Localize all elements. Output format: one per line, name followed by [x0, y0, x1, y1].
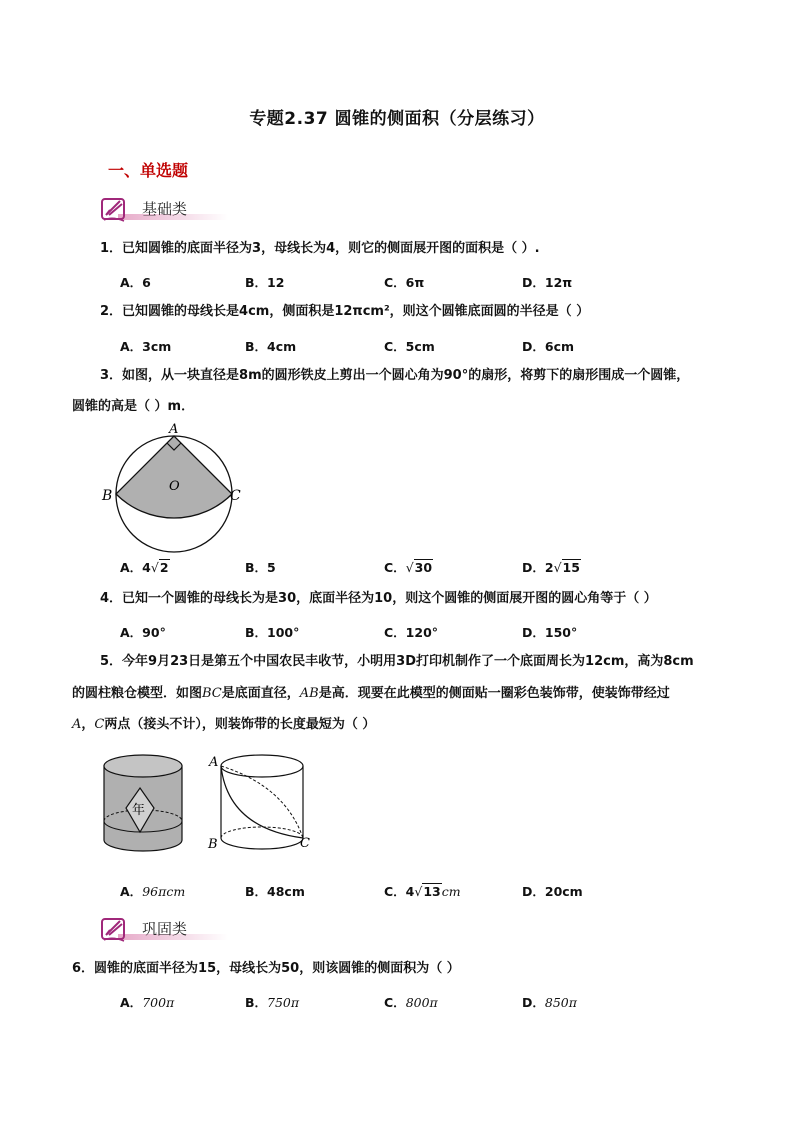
q4-option-b: B．100°: [245, 625, 300, 640]
q5-option-b: B．48cm: [245, 884, 305, 899]
section-heading: 一、单选题: [108, 161, 189, 180]
banner-title: 巩固类: [142, 920, 188, 938]
q3-option-d: D．2√15: [522, 560, 580, 575]
question-4: 4．已知一个圆锥的母线长为是30，底面半径为10，则这个圆锥的侧面展开图的圆心角等于（ ）: [100, 591, 657, 606]
banner-consolidate: [100, 916, 230, 942]
fig5-label-b: B: [208, 837, 218, 852]
q1-option-b: B．12: [245, 275, 285, 290]
cylinder2-bottom-front: [221, 838, 303, 849]
q1-option-d: D．12π: [522, 275, 573, 290]
question-3-line2: 圆锥的高是（ ）m．: [72, 399, 195, 414]
q3-option-a: A．4√2: [120, 560, 169, 575]
q6-option-c: C．800π: [384, 995, 438, 1010]
cylinder2-top: [221, 755, 303, 777]
q6-option-b: B．750π: [245, 995, 300, 1010]
q3-figure: [98, 418, 258, 554]
question-5-line2: 的圆柱粮仓模型．如图BC是底面直径，AB是高．现要在此模型的侧面贴一圈彩色装饰带，使装饰带经过: [72, 686, 670, 701]
q4-option-d: D．150°: [522, 625, 578, 640]
q4-option-c: C．120°: [384, 625, 439, 640]
q2-option-d: D．6cm: [522, 339, 575, 354]
q5-option-c: C．4√13cm: [384, 884, 461, 899]
banner-title: 基础类: [142, 200, 188, 218]
q3-option-b: B．5: [245, 560, 276, 575]
q5-option-d: D．20cm: [522, 884, 583, 899]
q5-figure: [100, 748, 320, 860]
fig5-label-a: A: [209, 755, 219, 770]
question-3-line1: 3．如图，从一块直径是8m的圆形铁皮上剪出一个圆心角为90°的扇形，将剪下的扇形围成一个圆锥，: [100, 368, 690, 383]
label-b: B: [102, 488, 113, 504]
q1-option-c: C．6π: [384, 275, 425, 290]
cylinder-top-shaded: [104, 755, 182, 777]
question-2: 2．已知圆锥的母线长是4cm，侧面积是12πcm²，则这个圆锥底面圆的半径是（ ）: [100, 304, 590, 319]
q2-option-b: B．4cm: [245, 339, 297, 354]
banner-basic: [100, 196, 230, 222]
label-c: C: [230, 488, 241, 504]
label-o: O: [169, 479, 180, 494]
q1-option-a: A．6: [120, 275, 151, 290]
q4-option-a: A．90°: [120, 625, 166, 640]
question-1: 1．已知圆锥的底面半径为3，母线长为4，则它的侧面展开图的面积是（ ）.: [100, 241, 540, 256]
page-title: 专题2.37 圆锥的侧面积（分层练习）: [249, 109, 545, 129]
q5-option-a: A．96πcm: [120, 884, 186, 899]
q6-option-a: A．700π: [120, 995, 175, 1010]
sector-shape: [116, 436, 232, 518]
question-5-line1: 5．今年9月23日是第五个中国农民丰收节，小明用3D打印机制作了一个底面周长为12cm，高为8cm: [100, 654, 694, 669]
label-a: A: [169, 422, 179, 437]
question-5-line3: A，C两点（接头不计），则装饰带的长度最短为（ ）: [72, 717, 376, 732]
q2-option-c: C．5cm: [384, 339, 435, 354]
diamond-char: 年: [132, 803, 146, 818]
q2-option-a: A．3cm: [120, 339, 172, 354]
question-6: 6．圆锥的底面半径为15，母线长为50，则该圆锥的侧面积为（ ）: [72, 961, 460, 976]
q3-option-c: C．√30: [384, 560, 433, 575]
q6-option-d: D．850π: [522, 995, 577, 1010]
fig5-label-c: C: [300, 836, 310, 851]
